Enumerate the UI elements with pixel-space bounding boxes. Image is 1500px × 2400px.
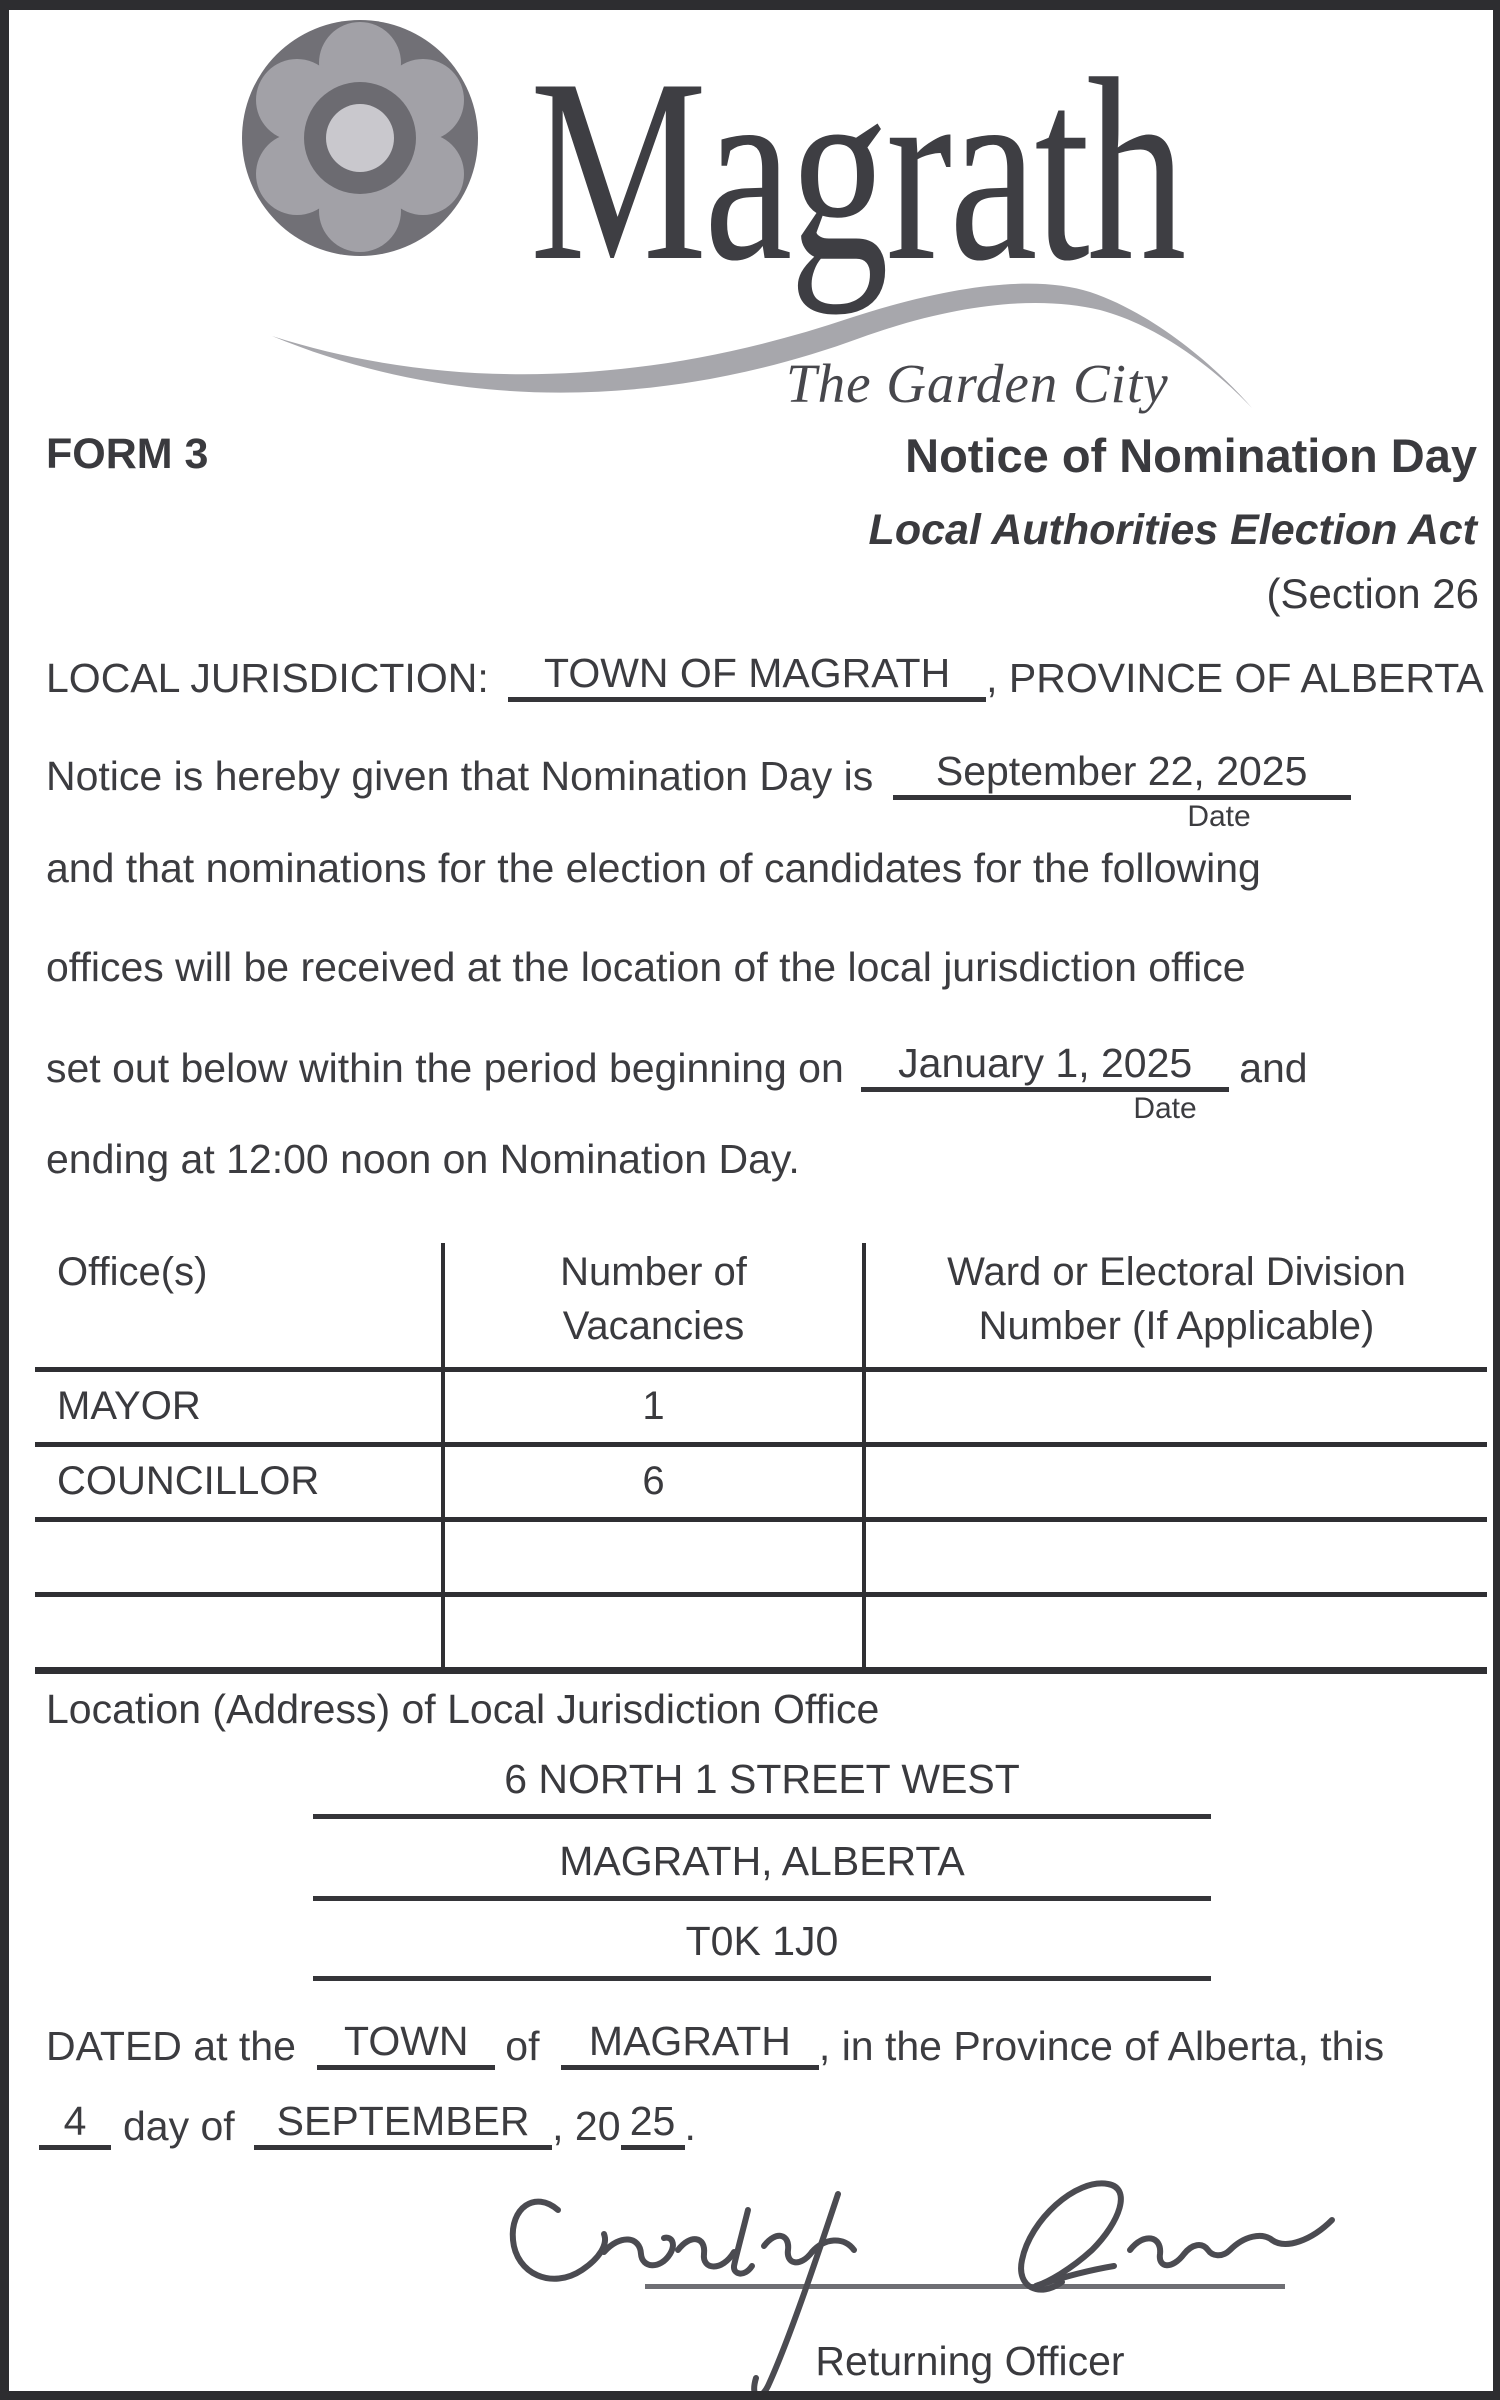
jurisdiction-suffix: , PROVINCE OF ALBERTA bbox=[986, 655, 1484, 701]
section-reference: (Section 26 bbox=[1266, 570, 1479, 617]
dated-suffix: , in the Province of Alberta, this bbox=[818, 2023, 1385, 2069]
place-name-blank: MAGRATH bbox=[561, 2018, 819, 2070]
office-cell bbox=[35, 1522, 441, 1592]
vacancies-cell: 1 bbox=[441, 1372, 862, 1442]
location-heading: Location (Address) of Local Jurisdiction Office bbox=[46, 1686, 880, 1732]
address-line-street: 6 NORTH 1 STREET WEST bbox=[313, 1756, 1211, 1819]
month-blank: SEPTEMBER bbox=[254, 2098, 552, 2150]
vacancies-cell bbox=[441, 1522, 862, 1592]
flower-center bbox=[326, 104, 394, 172]
document-title: Notice of Nomination Day bbox=[905, 429, 1477, 482]
column-header-ward: Ward or Electoral Division Number (If Applicable) bbox=[862, 1243, 1487, 1367]
table-header-row bbox=[35, 1243, 1487, 1372]
body-line-2: and that nominations for the election of candidates for the following bbox=[46, 845, 1261, 891]
jurisdiction-value-blank: TOWN OF MAGRATH bbox=[508, 650, 986, 702]
nomination-day-line bbox=[46, 748, 1351, 800]
dated-of-label: of bbox=[505, 2023, 540, 2069]
date-caption: Date bbox=[1187, 800, 1251, 833]
vacancies-cell bbox=[441, 1597, 862, 1667]
offices-table bbox=[35, 1243, 1487, 1674]
period-begin-line bbox=[46, 1040, 1308, 1092]
office-cell bbox=[35, 1597, 441, 1667]
column-header-vacancies: Number of Vacancies bbox=[441, 1243, 862, 1367]
body-line-5: ending at 12:00 noon on Nomination Day. bbox=[46, 1136, 800, 1182]
table-row bbox=[35, 1447, 1487, 1522]
jurisdiction-label: LOCAL JURISDICTION: bbox=[46, 655, 489, 701]
form-number-label: FORM 3 bbox=[46, 430, 209, 478]
nomination-day-prefix: Notice is hereby given that Nomination Day is bbox=[46, 753, 874, 799]
signature-handwriting bbox=[480, 2160, 1380, 2400]
address-line-city: MAGRATH, ALBERTA bbox=[313, 1838, 1211, 1901]
ward-cell bbox=[862, 1372, 1487, 1442]
dated-line-1 bbox=[46, 2018, 1384, 2070]
period-begin-date-blank: January 1, 2025 bbox=[861, 1040, 1229, 1092]
ward-cell bbox=[862, 1447, 1487, 1517]
vacancies-cell: 6 bbox=[441, 1447, 862, 1517]
office-cell: COUNCILLOR bbox=[57, 1459, 320, 1503]
column-header-offices: Office(s) bbox=[57, 1250, 208, 1294]
table-row bbox=[35, 1372, 1487, 1447]
day-blank: 4 bbox=[39, 2098, 111, 2150]
jurisdiction-line bbox=[46, 650, 1484, 702]
address-line-postal: T0K 1J0 bbox=[313, 1918, 1211, 1981]
dated-period: . bbox=[684, 2103, 696, 2149]
table-row bbox=[35, 1522, 1487, 1597]
year-blank: 25 bbox=[621, 2098, 685, 2150]
ward-cell bbox=[862, 1597, 1487, 1667]
logo-wordmark: Magrath bbox=[530, 25, 1184, 315]
period-begin-suffix: and bbox=[1239, 1045, 1308, 1091]
body-line-3: offices will be received at the location of the local jurisdiction office bbox=[46, 944, 1246, 990]
date-caption-2: Date bbox=[1133, 1092, 1197, 1125]
dated-prefix: DATED at the bbox=[46, 2023, 296, 2069]
place-type-blank: TOWN bbox=[317, 2018, 495, 2070]
dated-line-2 bbox=[39, 2098, 696, 2150]
act-title: Local Authorities Election Act bbox=[868, 506, 1477, 554]
day-of-label: day of bbox=[123, 2103, 235, 2149]
year-prefix: , 20 bbox=[552, 2103, 621, 2149]
returning-officer-label: Returning Officer bbox=[815, 2338, 1125, 2384]
period-begin-prefix: set out below within the period beginning on bbox=[46, 1045, 844, 1091]
flower-logo-icon bbox=[242, 20, 478, 256]
nomination-date-blank: September 22, 2025 bbox=[893, 748, 1351, 800]
ward-cell bbox=[862, 1522, 1487, 1592]
table-row bbox=[35, 1597, 1487, 1674]
logo-tagline: The Garden City bbox=[786, 353, 1169, 414]
office-cell: MAYOR bbox=[57, 1384, 201, 1428]
